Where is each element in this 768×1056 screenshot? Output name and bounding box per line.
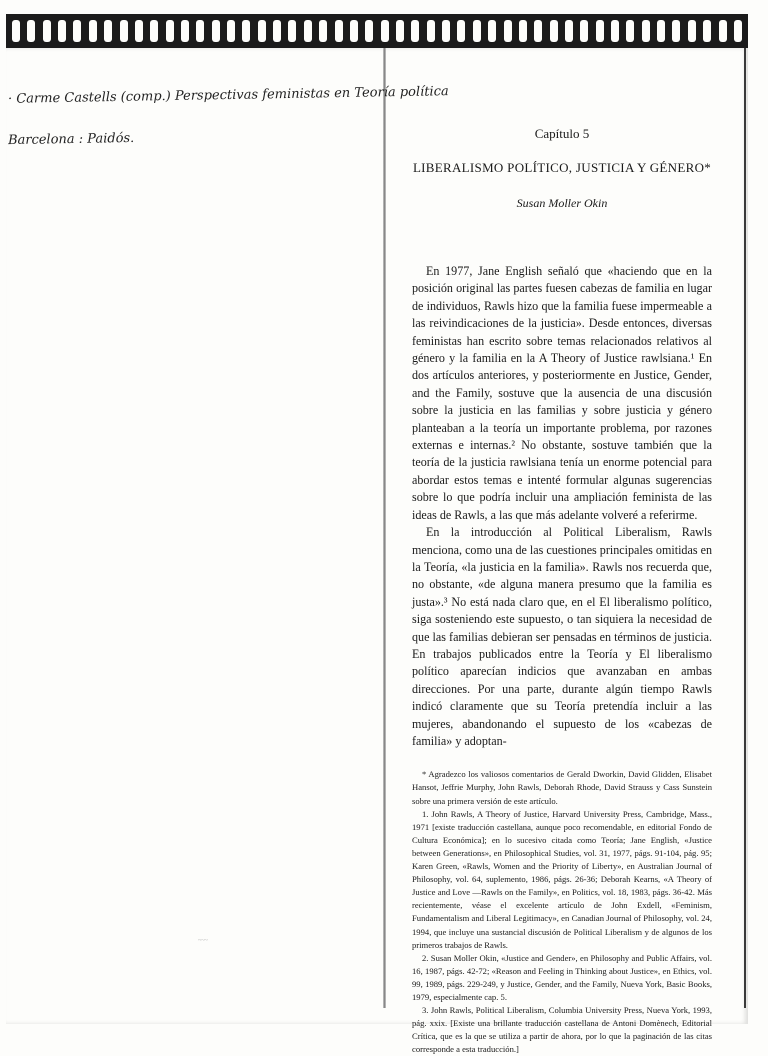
right-page: [412, 126, 712, 1056]
footnote: 3. John Rawls, Political Liberalism, Columbia University Press, Nueva York, 1993, pág. xxix. [Existe una brillante traducción castellana de Antoni Domènech, Editorial Crítica, que es la que se utiliza a partir de ahora, por lo que la paginación de las citas corresponde a esta traducción.]: [412, 1005, 712, 1055]
chapter-title: LIBERALISMO POLÍTICO, JUSTICIA Y GÉNERO*: [412, 160, 712, 175]
author-name: Susan Moller Okin: [516, 196, 608, 210]
paragraph: En 1977, Jane English señaló que «haciendo que en la posición original las partes fuesen cabezas de familia en lugar de individuos, Rawls hizo que la familia fuese impermeable a las reivindicaciones de la justicia». Desde entonces, diversas feministas han escrito sobre temas relacionados relativos al género y la familia en la A Theory of Justice rawlsiana.¹ En dos artículos anteriores, y posteriormente en Justice, Gender, and the Family, sostuve que la ausencia de una discusión sobre la justicia en las familias y sobre justicia y género planteaban a la teoría un importante problema, por razones externas e internas.² No obstante, sostuve también que la teoría de la justicia rawlsiana tenía un enorme potencial para abordar estos temas e intenté formular algunas sugerencias sobre lo que podría incluir una ampliación feminista de las ideas de Rawls, a las que más adelante volveré a referirme.: [412, 264, 712, 522]
paragraph: En la introducción al Political Liberalism, Rawls menciona, como una de las cuestiones principales omitidas en la Teoría, «la justicia en la familia». Rawls nos recuerda que, no obstante, «de alguna manera presumo que la familia es justa».³ No está nada claro que, en el El liberalismo político, siga sosteniendo este supuesto, o tan siquiera la necesidad de que las familias debieran ser pensadas en términos de justicia. En trabajos publicados entre la Teoría y El liberalismo político aparecían indicios que avanzaban en ambas direcciones. Por una parte, durante algún tiempo Rawls indicó claramente que su Teoría pretendía incluir a las mujeres, abandonando el supuesto de los «cabezas de familia» y adoptan-: [412, 525, 712, 748]
footnote: 1. John Rawls, A Theory of Justice, Harvard University Press, Cambridge, Mass., 1971 [existe traducción castellana, aunque poco recomendable, en editorial Fondo de Cultura Económica]; en lo sucesivo citada como Teoría; Jane English, «Justice between Generations», en Philosophical Studies, vol. 31, 1977, págs. 91-104, pág. 95; Karen Green, «Rawls, Women and the Priority of Liberty», en Australian Journal of Philosophy, vol. 64, suplemento, 1986, págs. 26-36; Deborah Kearns, «A Theory of Justice and Love —Rawls on the Family», en Politics, vol. 18, 1983, págs. 36-42. Más recientemente, véase el excelente artículo de John Exdell, «Feminism, Fundamentalism and Liberal Legitimacy», en Canadian Journal of Philosophy, vol. 24, 1994, que incluye una sustancial discusión de Political Liberalism y de algunos de los primeros trabajos de Rawls.: [412, 808, 712, 950]
footnote: 2. Susan Moller Okin, «Justice and Gender», en Philosophy and Public Affairs, vol. 16, 1987, págs. 42-72; «Reason and Feeling in Thinking about Justice», en Ethics, vol. 99, 1989, págs. 229-249, y Justice, Gender, and the Family, Nueva York, Basic Books, 1979, especialmente cap. 5.: [412, 952, 712, 1002]
scan-speck: ~~~: [198, 938, 208, 944]
footnote: * Agradezco los valiosos comentarios de Gerald Dworkin, David Glidden, Elisabet Hansot, Jeffrie Murphy, John Rawls, Deborah Rhode, David Strauss y Cass Sunstein sobre una primera versión de este artículo.: [412, 769, 712, 806]
handwritten-citation: · Carme Castells (comp.) Perspectivas feministas en Teoría política: [7, 84, 449, 107]
handwritten-publisher: Barcelona : Paidós.: [7, 130, 135, 149]
binding-holes: [6, 20, 748, 42]
footnotes: [412, 768, 712, 1056]
body-text: [412, 263, 712, 750]
book-spine: [383, 48, 386, 1008]
chapter-label: Capítulo 5: [534, 126, 590, 141]
page-edge: [744, 48, 746, 1008]
